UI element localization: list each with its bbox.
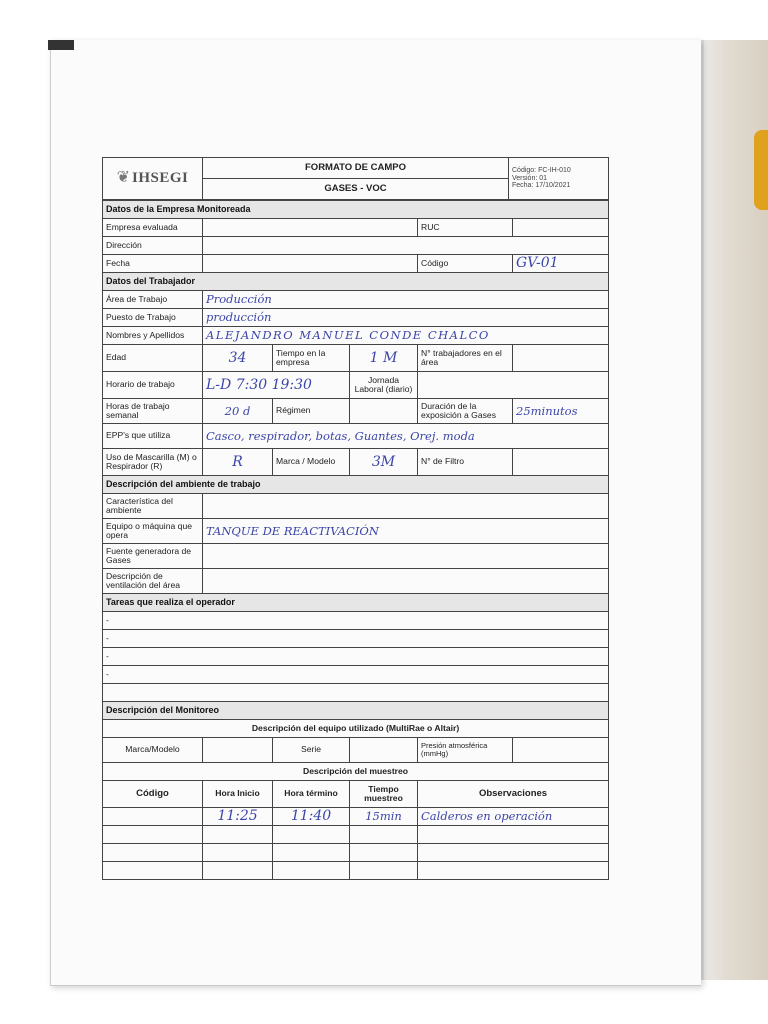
clip-corner [48,40,74,50]
horario-label: Horario de trabajo [103,372,203,399]
section-empresa: Datos de la Empresa Monitoreada [103,201,609,219]
num-trabajadores-label: N° trabajadores en el área [418,345,513,372]
doc-version: Versión: 01 [512,174,548,182]
jornada-field[interactable] [418,372,609,399]
row2-tiempo[interactable] [350,826,418,844]
tarea-line[interactable]: - [103,612,609,630]
row3-hora-termino[interactable] [273,844,350,862]
marca-modelo-field[interactable]: 3M [350,449,418,476]
duracion-label: Duración de la exposición a Gases [418,399,513,424]
regimen-field[interactable] [350,399,418,424]
tarea-line[interactable]: - [103,648,609,666]
tarea-line[interactable]: - [103,630,609,648]
filtro-label: N° de Filtro [418,449,513,476]
regimen-label: Régimen [273,399,350,424]
horas-field[interactable]: 20 d [203,399,273,424]
row4-hora-termino[interactable] [273,862,350,880]
section-trabajador: Datos del Trabajador [103,273,609,291]
ruc-field[interactable] [513,219,609,237]
filtro-field[interactable] [513,449,609,476]
form-subtitle: GASES - VOC [203,179,509,200]
row3-tiempo[interactable] [350,844,418,862]
puesto-label: Puesto de Trabajo [103,309,203,327]
direccion-label: Dirección [103,237,203,255]
edad-label: Edad [103,345,203,372]
serie-label: Serie [273,738,350,763]
row2-hora-inicio[interactable] [203,826,273,844]
row2-codigo[interactable] [103,826,203,844]
epp-field[interactable]: Casco, respirador, botas, Guantes, Orej. moda [203,424,609,449]
fecha-label: Fecha [103,255,203,273]
presion-field[interactable] [513,738,609,763]
ventilacion-field[interactable] [203,569,609,594]
area-label: Área de Trabajo [103,291,203,309]
row1-tiempo[interactable]: 15min [350,808,418,826]
presion-label: Presión atmosférica (mmHg) [418,738,513,763]
row1-hora-termino[interactable]: 11:40 [273,808,350,826]
fuente-label: Fuente generadora de Gases [103,544,203,569]
section-tareas: Tareas que realiza el operador [103,594,609,612]
marca-modelo-monitor-field[interactable] [203,738,273,763]
background-object [754,130,768,210]
tiempo-field[interactable]: 1 M [350,345,418,372]
codigo-label: Código [418,255,513,273]
row1-observaciones[interactable]: Calderos en operación [418,808,609,826]
muestreo-header: Descripción del muestreo [103,763,609,781]
duracion-field[interactable]: 25minutos [513,399,609,424]
col-observaciones: Observaciones [418,781,609,808]
caracteristica-field[interactable] [203,494,609,519]
puesto-field[interactable]: producción [203,309,609,327]
doc-code: Código: FC-IH-010 [512,167,571,175]
col-hora-termino: Hora término [273,781,350,808]
tarea-line[interactable]: - [103,666,609,684]
horario-field[interactable]: L-D 7:30 19:30 [203,372,350,399]
field-form [102,157,608,880]
uso-field[interactable]: R [203,449,273,476]
direccion-field[interactable] [203,237,609,255]
equipo-field[interactable]: TANQUE DE REACTIVACIÓN [203,519,609,544]
row3-codigo[interactable] [103,844,203,862]
company-logo [103,158,203,200]
edad-field[interactable]: 34 [203,345,273,372]
row2-hora-termino[interactable] [273,826,350,844]
row4-tiempo[interactable] [350,862,418,880]
col-codigo: Código [103,781,203,808]
row4-hora-inicio[interactable] [203,862,273,880]
row3-observaciones[interactable] [418,844,609,862]
marca-modelo-label: Marca / Modelo [273,449,350,476]
doc-date: Fecha: 17/10/2021 [512,182,571,190]
ruc-label: RUC [418,219,513,237]
nombres-label: Nombres y Apellidos [103,327,203,345]
equipo-label: Equipo o máquina que opera [103,519,203,544]
serie-field[interactable] [350,738,418,763]
col-hora-inicio: Hora Inicio [203,781,273,808]
row4-codigo[interactable] [103,862,203,880]
ventilacion-label: Descripción de ventilación del área [103,569,203,594]
form-title: FORMATO DE CAMPO [203,158,509,179]
col-tiempo-muestreo: Tiempo muestreo [350,781,418,808]
tiempo-label: Tiempo en la empresa [273,345,350,372]
marca-modelo-monitor-label: Marca/Modelo [103,738,203,763]
doc-meta [509,158,609,200]
section-ambiente: Descripción del ambiente de trabajo [103,476,609,494]
nombres-field[interactable]: ALEJANDRO MANUEL CONDE CHALCO [203,327,609,345]
jornada-label: Jornada Laboral (diario) [350,372,418,399]
fuente-field[interactable] [203,544,609,569]
logo-text: IHSEGI [132,169,189,186]
blank-line [103,684,609,702]
row4-observaciones[interactable] [418,862,609,880]
fecha-field[interactable] [203,255,418,273]
caracteristica-label: Característica del ambiente [103,494,203,519]
num-trabajadores-field[interactable] [513,345,609,372]
row3-hora-inicio[interactable] [203,844,273,862]
form-header [102,157,609,200]
codigo-field[interactable]: GV-01 [513,255,609,273]
epp-label: EPP's que utiliza [103,424,203,449]
empresa-field[interactable] [203,219,418,237]
uso-label: Uso de Mascarilla (M) o Respirador (R) [103,449,203,476]
section-monitoreo: Descripción del Monitoreo [103,702,609,720]
row2-observaciones[interactable] [418,826,609,844]
main-table [102,200,609,880]
row1-hora-inicio[interactable]: 11:25 [203,808,273,826]
horas-label: Horas de trabajo semanal [103,399,203,424]
row1-codigo[interactable] [103,808,203,826]
equipo-utilizado-header: Descripción del equipo utilizado (MultiRae o Altair) [103,720,609,738]
empresa-label: Empresa evaluada [103,219,203,237]
area-field[interactable]: Producción [203,291,609,309]
leaf-icon: ❦ [116,169,131,187]
